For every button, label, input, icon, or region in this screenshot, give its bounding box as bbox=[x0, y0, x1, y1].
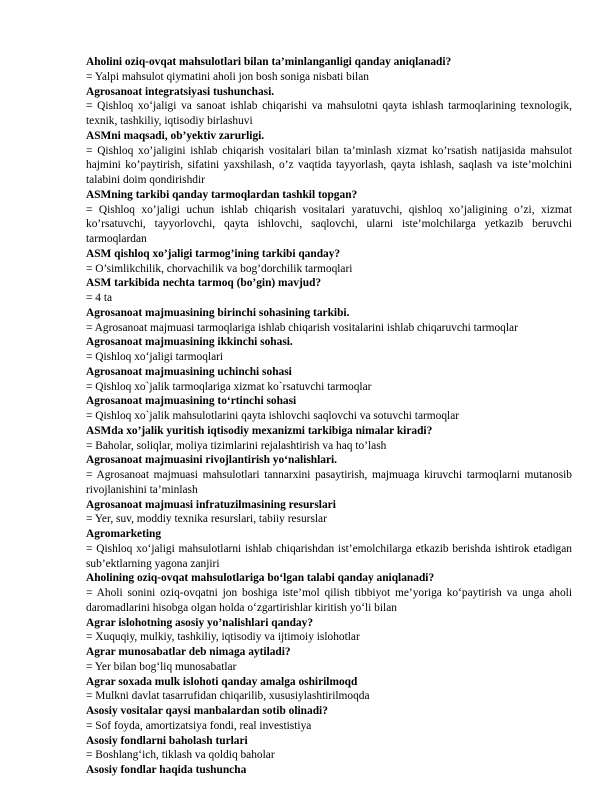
answer-text: = Qishloq xo`jalik mahsulotlarini qayta ishlovchi saqlovchi va sotuvchi tarmoqlar bbox=[86, 410, 460, 422]
question-heading: Agrar munosabatlar deb nimaga aytiladi? bbox=[86, 646, 291, 658]
question-heading: Agrosanoat majmuasining birinchi sohasining tarkibi. bbox=[86, 306, 350, 319]
question-heading: Agrosanoat majmuasining ikkinchi sohasi. bbox=[86, 336, 293, 349]
answer-text: = Yalpi mahsulot qiymatini aholi jon bosh soniga nisbati bilan bbox=[86, 70, 369, 83]
question-heading: Aholini oziq-ovqat mahsulotlari bilan ta’minlanganligi qanday aniqlanadi? bbox=[86, 56, 452, 68]
question-heading: Asosiy vositalar qaysi manbalardan sotib olinadi? bbox=[86, 705, 328, 717]
question-heading: Agromarketing bbox=[86, 528, 162, 540]
answer-text: = Mulkni davlat tasarrufidan chiqarilib, xususiylashtirilmoqda bbox=[86, 690, 370, 703]
question-heading: Asosiy fondlarni baholash turlari bbox=[86, 734, 248, 747]
answer-text: = Qishloq xo’jaligi uchun ishlab chiqarish vositalari yaratuvchi, qishloq xo’jaligining o’zi, xizmat ko’rsatuvchi, tayyorlovchi, qayta ishlovchi, saqlovchi, ularni iste’molchilarga yetkazib beruvchi tarmoqlardan bbox=[86, 203, 572, 245]
answer-text: = Agrosanoat majmuasi mahsulotlari tannarxini pasaytirish, majmuaga kiruvchi tarmoqlarni mutanosib rivojlanishini ta’minlash bbox=[86, 469, 572, 496]
question-heading: ASMni maqsadi, ob’yektiv zarurligi. bbox=[86, 129, 265, 142]
question-heading: Agrosanoat majmuasining to‘rtinchi sohasi bbox=[86, 395, 297, 408]
answer-text: = Yer, suv, moddiy texnika resurslari, tabiiy resurslar bbox=[86, 513, 327, 526]
answer-text: = Qishloq xo‘jaligi tarmoqlari bbox=[86, 351, 224, 363]
answer-text: = O’simlikchilik, chorvachilik va bog’dorchilik tarmoqlari bbox=[86, 262, 353, 275]
document-page bbox=[86, 55, 572, 778]
answer-text: = Qishloq xo’jaligini ishlab chiqarish vositalari bilan ta’minlash xizmat ko’rsatish natijasida mahsulot hajmini ko’paytirish, sifatini yaxshilash, o’z vaqtida tayyorlash, qayta ishlash, saqlash va iste’molchini talabini doim qondirishdir bbox=[86, 144, 572, 186]
question-heading: ASM tarkibida nechta tarmoq (bo’gin) mavjud? bbox=[86, 277, 322, 290]
question-heading: Agrar islohotning asosiy yo’nalishlari qanday? bbox=[86, 616, 314, 629]
answer-text: = Sof foyda, amortizatsiya fondi, real investistiya bbox=[86, 719, 312, 732]
answer-text: = Baholar, soliqlar, moliya tizimlarini rejalashtirish va haq to’lash bbox=[86, 439, 387, 452]
question-heading: ASM qishloq xo’jaligi tarmog’ining tarkibi qanday? bbox=[86, 247, 341, 260]
question-heading: ASMning tarkibi qanday tarmoqlardan tashkil topgan? bbox=[86, 188, 358, 201]
question-heading: Agrosanoat majmuasini rivojlantirish yo‘nalishlari. bbox=[86, 454, 338, 467]
answer-text: = Xuquqiy, mulkiy, tashkiliy, iqtisodiy va ijtimoiy islohotlar bbox=[86, 631, 360, 644]
answer-text: = Boshlang‘ich, tiklash va qoldiq baholar bbox=[86, 749, 275, 762]
question-heading: ASMda xo’jalik yuritish iqtisodiy mexanizmi tarkibiga nimalar kiradi? bbox=[86, 424, 433, 437]
question-heading: Agrosanoat integratsiyasi tushunchasi. bbox=[86, 85, 275, 98]
question-heading: Agrosanoat majmuasining uchinchi sohasi bbox=[86, 365, 292, 378]
answer-text: = Qishloq xo‘jaligi mahsulotlarni ishlab chiqarishdan ist’emolchilarga etkazib berishda ishtirok etadigan sub’ektlarning yagona zanjiri bbox=[86, 542, 572, 570]
question-heading: Agrar soxada mulk islohoti qanday amalga oshirilmoqd bbox=[86, 675, 358, 688]
answer-text: = Agrosanoat majmuasi tarmoqlariga ishlab chiqarish vositalarini ishlab chiqaruvchi tarmoqlar bbox=[86, 321, 518, 334]
question-heading: Agrosanoat majmuasi infratuzilmasining resurslari bbox=[86, 498, 336, 511]
answer-text: = 4 ta bbox=[86, 292, 113, 304]
question-heading: Aholining oziq-ovqat mahsulotlariga bo‘lgan talabi qanday aniqlanadi? bbox=[86, 572, 435, 585]
question-heading: Asosiy fondlar haqida tushuncha bbox=[86, 764, 247, 776]
answer-text: = Aholi sonini oziq-ovqatni jon boshiga iste’mol qilish tibbiyot me’yoriga ko‘paytirish va unga aholi daromadlarini hisobga olgan holda o‘zgartirishlar kiritish yo‘li bilan bbox=[86, 587, 572, 614]
answer-text: = Qishloq xo‘jaligi va sanoat ishlab chiqarishi va mahsulotni qayta ishlash tarmoqlarining texnologik, texnik, tashkiliy, iqtisodiy birlashuvi bbox=[86, 100, 572, 127]
answer-text: = Yer bilan bog‘liq munosabatlar bbox=[86, 660, 237, 673]
answer-text: = Qishloq xo`jalik tarmoqlariga xizmat ko`rsatuvchi tarmoqlar bbox=[86, 380, 372, 393]
